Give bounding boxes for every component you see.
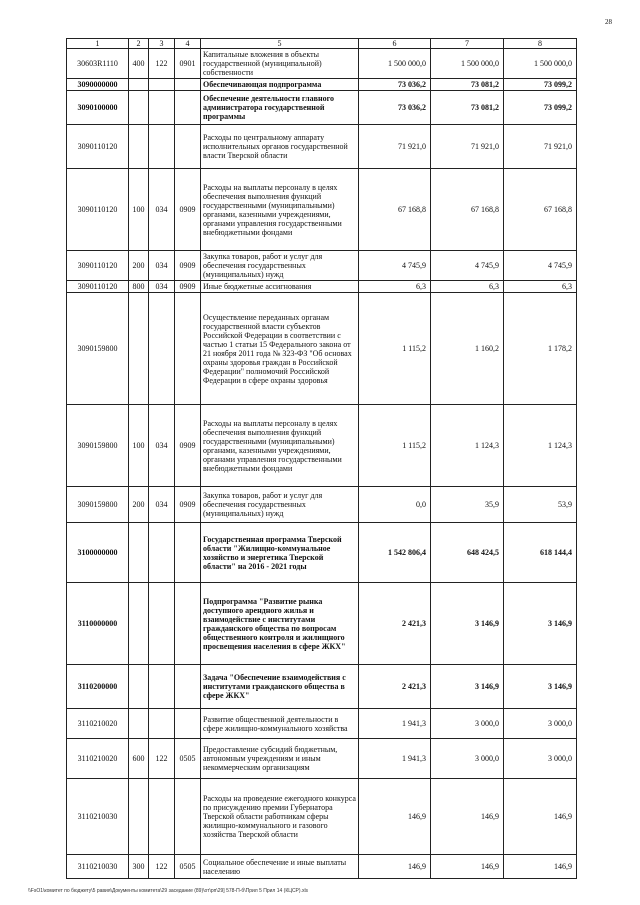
cell-v1: 73 036,2 xyxy=(359,91,431,125)
cell-name: Подпрограмма "Развитие рынка доступного арендного жилья и взаимодействие с институтами гражданского общества по вопросам общественного контроля и жилищного просвещения населения в сфере ЖКХ" xyxy=(201,583,359,665)
table-row xyxy=(67,91,577,125)
cell-c2: 100 xyxy=(129,169,149,251)
cell-v3: 3 000,0 xyxy=(504,709,577,739)
cell-v1: 4 745,9 xyxy=(359,251,431,281)
header-cell: 8 xyxy=(504,39,577,49)
table-row xyxy=(67,487,577,523)
cell-c2 xyxy=(129,583,149,665)
cell-code: 3090159800 xyxy=(67,293,129,405)
cell-c3: 034 xyxy=(149,169,175,251)
cell-v3: 146,9 xyxy=(504,779,577,855)
table-row xyxy=(67,779,577,855)
cell-v2: 1 500 000,0 xyxy=(431,49,504,79)
cell-code: 3090110120 xyxy=(67,281,129,293)
cell-v3: 1 124,3 xyxy=(504,405,577,487)
cell-code: 3110200000 xyxy=(67,665,129,709)
cell-code: 3100000000 xyxy=(67,523,129,583)
cell-v1: 0,0 xyxy=(359,487,431,523)
cell-c2 xyxy=(129,91,149,125)
cell-c3 xyxy=(149,523,175,583)
table-row xyxy=(67,125,577,169)
cell-v3: 73 099,2 xyxy=(504,91,577,125)
cell-v2: 1 124,3 xyxy=(431,405,504,487)
cell-v2: 146,9 xyxy=(431,779,504,855)
table-row xyxy=(67,405,577,487)
cell-v3: 3 000,0 xyxy=(504,739,577,779)
cell-code: 3090159800 xyxy=(67,487,129,523)
cell-v1: 71 921,0 xyxy=(359,125,431,169)
cell-v1: 1 115,2 xyxy=(359,293,431,405)
table-row xyxy=(67,583,577,665)
header-cell: 2 xyxy=(129,39,149,49)
cell-name: Расходы по центральному аппарату исполнительных органов государственной власти Тверской области xyxy=(201,125,359,169)
cell-v2: 3 146,9 xyxy=(431,665,504,709)
cell-c4 xyxy=(175,583,201,665)
cell-c3 xyxy=(149,79,175,91)
cell-v1: 1 941,3 xyxy=(359,739,431,779)
header-cell: 1 xyxy=(67,39,129,49)
cell-c2: 200 xyxy=(129,487,149,523)
table-row xyxy=(67,169,577,251)
cell-c2: 100 xyxy=(129,405,149,487)
cell-code: 30603R1110 xyxy=(67,49,129,79)
header-cell: 4 xyxy=(175,39,201,49)
cell-v3: 71 921,0 xyxy=(504,125,577,169)
cell-code: 3090100000 xyxy=(67,91,129,125)
cell-v2: 73 081,2 xyxy=(431,91,504,125)
cell-c2: 600 xyxy=(129,739,149,779)
cell-v3: 3 146,9 xyxy=(504,665,577,709)
cell-code: 3090000000 xyxy=(67,79,129,91)
cell-v3: 67 168,8 xyxy=(504,169,577,251)
cell-v2: 146,9 xyxy=(431,855,504,879)
cell-c4 xyxy=(175,293,201,405)
cell-v2: 6,3 xyxy=(431,281,504,293)
cell-name: Иные бюджетные ассигнования xyxy=(201,281,359,293)
header-cell: 7 xyxy=(431,39,504,49)
cell-v2: 1 160,2 xyxy=(431,293,504,405)
cell-v1: 146,9 xyxy=(359,855,431,879)
table-row xyxy=(67,251,577,281)
cell-v3: 4 745,9 xyxy=(504,251,577,281)
table-row xyxy=(67,49,577,79)
cell-code: 3110210020 xyxy=(67,739,129,779)
cell-v1: 1 542 806,4 xyxy=(359,523,431,583)
cell-code: 3110210020 xyxy=(67,709,129,739)
table-row xyxy=(67,709,577,739)
cell-c2 xyxy=(129,709,149,739)
cell-c4 xyxy=(175,125,201,169)
cell-v1: 2 421,3 xyxy=(359,583,431,665)
cell-v2: 35,9 xyxy=(431,487,504,523)
budget-table xyxy=(66,38,577,879)
cell-name: Развитие общественной деятельности в сфере жилищно-коммунального хозяйства xyxy=(201,709,359,739)
cell-v2: 73 081,2 xyxy=(431,79,504,91)
cell-v3: 618 144,4 xyxy=(504,523,577,583)
cell-c3 xyxy=(149,583,175,665)
cell-c2 xyxy=(129,293,149,405)
cell-v1: 1 941,3 xyxy=(359,709,431,739)
cell-c4: 0909 xyxy=(175,169,201,251)
table-row xyxy=(67,523,577,583)
cell-c4 xyxy=(175,79,201,91)
cell-c4: 0901 xyxy=(175,49,201,79)
cell-code: 3110210030 xyxy=(67,779,129,855)
cell-name: Расходы на проведение ежегодного конкурса по присуждению премии Губернатора Тверской области работникам сферы жилищно-коммунального и газового хозяйства Тверской области xyxy=(201,779,359,855)
cell-c4: 0505 xyxy=(175,739,201,779)
header-cell: 5 xyxy=(201,39,359,49)
cell-c4: 0505 xyxy=(175,855,201,879)
table-row xyxy=(67,739,577,779)
header-cell: 3 xyxy=(149,39,175,49)
cell-v2: 67 168,8 xyxy=(431,169,504,251)
cell-c4 xyxy=(175,665,201,709)
cell-name: Предоставление субсидий бюджетным, автономным учреждениям и иным некоммерческим организациям xyxy=(201,739,359,779)
cell-v2: 3 146,9 xyxy=(431,583,504,665)
cell-v3: 146,9 xyxy=(504,855,577,879)
cell-code: 3090110120 xyxy=(67,169,129,251)
cell-c3 xyxy=(149,779,175,855)
cell-name: Закупка товаров, работ и услуг для обеспечения государственных (муниципальных) нужд xyxy=(201,487,359,523)
cell-v1: 1 500 000,0 xyxy=(359,49,431,79)
table-row xyxy=(67,855,577,879)
cell-c4: 0909 xyxy=(175,281,201,293)
cell-c2: 400 xyxy=(129,49,149,79)
cell-name: Расходы на выплаты персоналу в целях обеспечения выполнения функций государственными (муниципальными) органами, казенными учреждениями, органами управления государственными внебюджетными фондами xyxy=(201,405,359,487)
cell-c3: 034 xyxy=(149,405,175,487)
cell-c4 xyxy=(175,709,201,739)
file-path-footer: \\FsO1\комитет по бюджету\5 равия\Документы комитета\29 заседание (89)\от\рп\29] 578-П-б\Прил 5 Прил 14 (КЦСР).xls xyxy=(28,888,309,894)
cell-c3: 122 xyxy=(149,739,175,779)
cell-c4: 0909 xyxy=(175,405,201,487)
cell-c4: 0909 xyxy=(175,487,201,523)
table-row xyxy=(67,293,577,405)
cell-c3 xyxy=(149,293,175,405)
cell-v3: 3 146,9 xyxy=(504,583,577,665)
cell-v2: 648 424,5 xyxy=(431,523,504,583)
table-row xyxy=(67,281,577,293)
cell-name: Обеспечение деятельности главного администратора государственной программы xyxy=(201,91,359,125)
cell-c2 xyxy=(129,665,149,709)
table-row xyxy=(67,665,577,709)
cell-c3: 122 xyxy=(149,49,175,79)
cell-v1: 6,3 xyxy=(359,281,431,293)
cell-v2: 4 745,9 xyxy=(431,251,504,281)
cell-c3: 034 xyxy=(149,251,175,281)
cell-v1: 67 168,8 xyxy=(359,169,431,251)
cell-code: 3090110120 xyxy=(67,125,129,169)
cell-c3 xyxy=(149,665,175,709)
cell-name: Государственная программа Тверской области "Жилищно-коммунальное хозяйство и энергетика Тверской области" на 2016 - 2021 годы xyxy=(201,523,359,583)
cell-c4: 0909 xyxy=(175,251,201,281)
cell-v1: 1 115,2 xyxy=(359,405,431,487)
cell-c3 xyxy=(149,709,175,739)
page-number: 28 xyxy=(605,18,612,26)
cell-name: Задача "Обеспечение взаимодействия с институтами гражданского общества в сфере ЖКХ" xyxy=(201,665,359,709)
cell-c2: 800 xyxy=(129,281,149,293)
cell-name: Закупка товаров, работ и услуг для обеспечения государственных (муниципальных) нужд xyxy=(201,251,359,281)
cell-c3 xyxy=(149,125,175,169)
cell-v3: 73 099,2 xyxy=(504,79,577,91)
cell-c3: 122 xyxy=(149,855,175,879)
cell-code: 3090159800 xyxy=(67,405,129,487)
cell-c3: 034 xyxy=(149,487,175,523)
cell-v3: 53,9 xyxy=(504,487,577,523)
header-cell: 6 xyxy=(359,39,431,49)
cell-name: Капитальные вложения в объекты государственной (муниципальной) собственности xyxy=(201,49,359,79)
cell-c2 xyxy=(129,779,149,855)
cell-c2 xyxy=(129,523,149,583)
cell-c4 xyxy=(175,91,201,125)
cell-v2: 71 921,0 xyxy=(431,125,504,169)
cell-v1: 73 036,2 xyxy=(359,79,431,91)
cell-name: Осуществление переданных органам государственной власти субъектов Российской Федерации в соответствии с частью 1 статьи 15 Федерального закона от 21 ноября 2011 года № 323-ФЗ "Об основах охраны здоровья граждан в Российской Федерации" полномочий Российской Федерации в сфере охраны здоровья xyxy=(201,293,359,405)
cell-v3: 6,3 xyxy=(504,281,577,293)
cell-name: Обеспечивающая подпрограмма xyxy=(201,79,359,91)
cell-v1: 2 421,3 xyxy=(359,665,431,709)
cell-v2: 3 000,0 xyxy=(431,739,504,779)
cell-v2: 3 000,0 xyxy=(431,709,504,739)
cell-v3: 1 500 000,0 xyxy=(504,49,577,79)
cell-c4 xyxy=(175,779,201,855)
header-row xyxy=(67,39,577,49)
cell-code: 3110210030 xyxy=(67,855,129,879)
cell-c2 xyxy=(129,79,149,91)
cell-v3: 1 178,2 xyxy=(504,293,577,405)
cell-c3: 034 xyxy=(149,281,175,293)
cell-c2: 200 xyxy=(129,251,149,281)
cell-name: Расходы на выплаты персоналу в целях обеспечения выполнения функций государственными (муниципальными) органами, казенными учреждениями, органами управления государственными внебюджетными фондами xyxy=(201,169,359,251)
cell-name: Социальное обеспечение и иные выплаты населению xyxy=(201,855,359,879)
table-row xyxy=(67,79,577,91)
cell-c2 xyxy=(129,125,149,169)
cell-c4 xyxy=(175,523,201,583)
cell-code: 3110000000 xyxy=(67,583,129,665)
cell-c2: 300 xyxy=(129,855,149,879)
cell-c3 xyxy=(149,91,175,125)
cell-v1: 146,9 xyxy=(359,779,431,855)
cell-code: 3090110120 xyxy=(67,251,129,281)
